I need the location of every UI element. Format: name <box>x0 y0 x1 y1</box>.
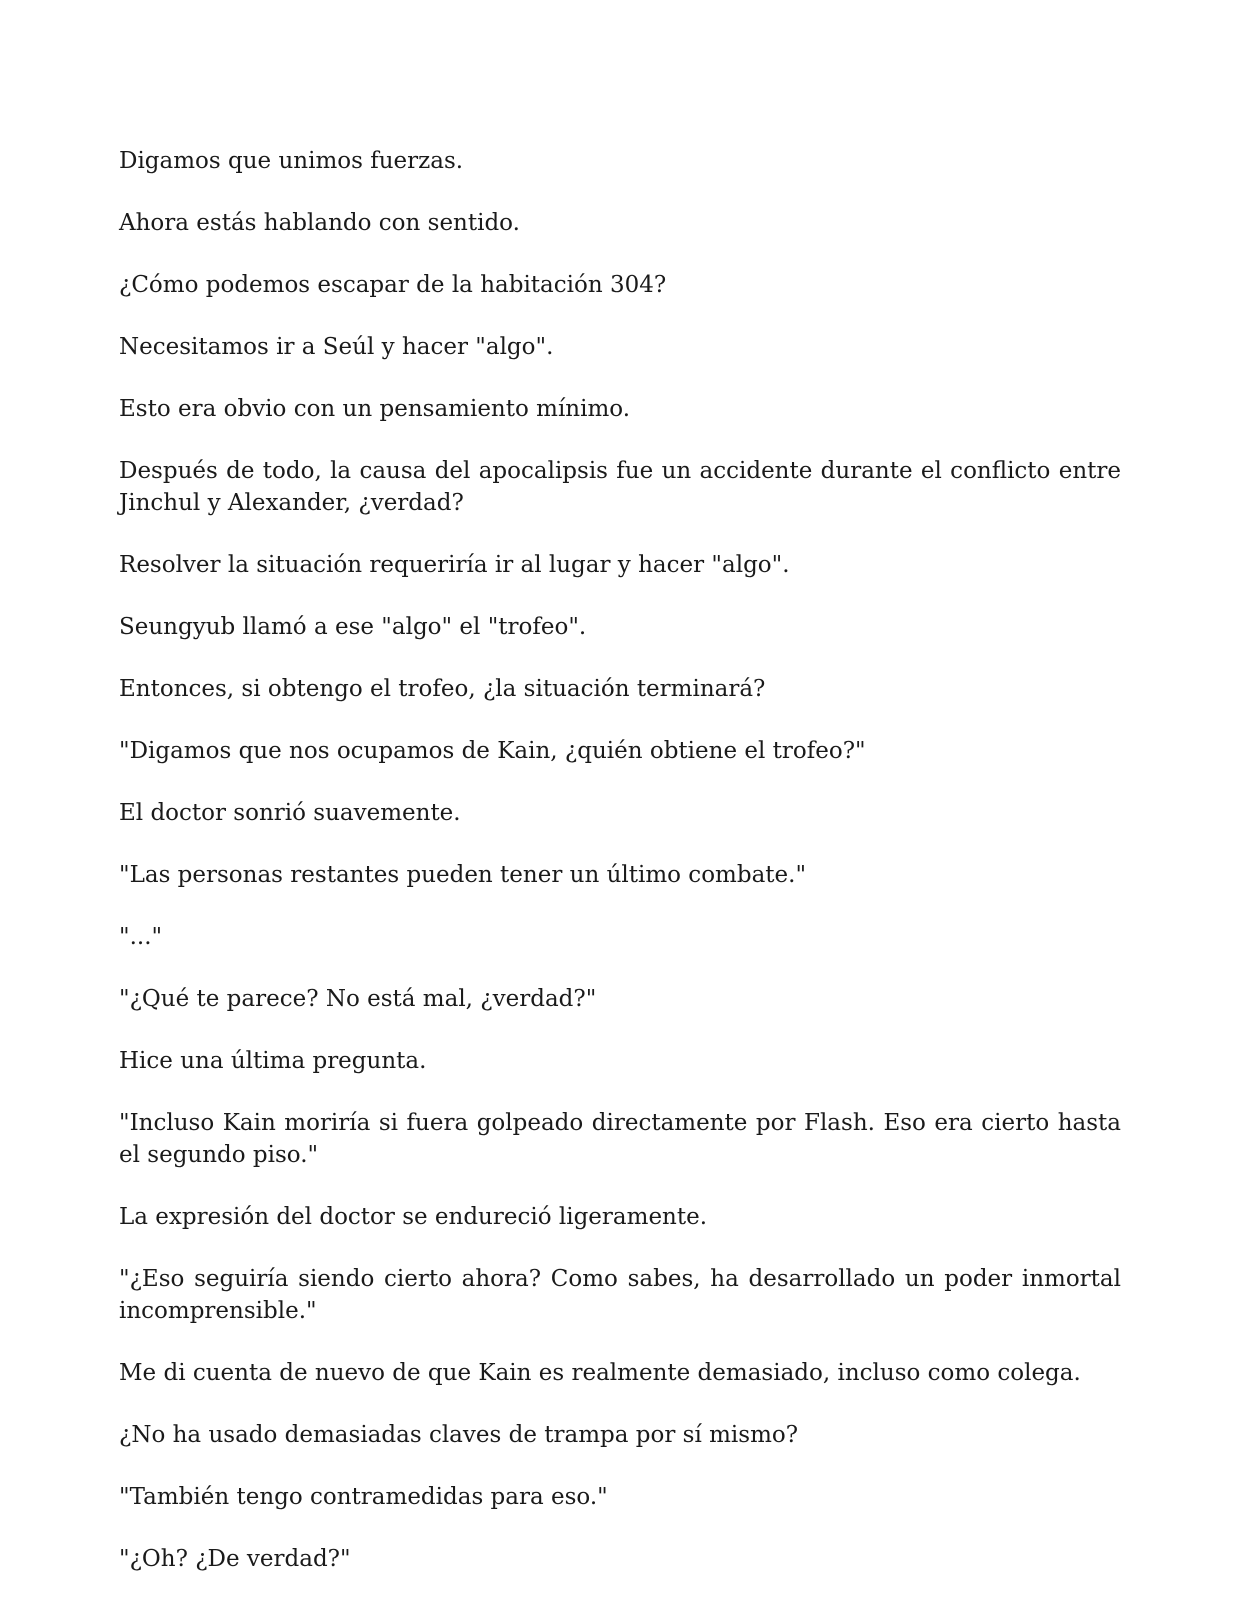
paragraph: Me di cuenta de nuevo de que Kain es realmente demasiado, incluso como colega. <box>119 1360 1081 1386</box>
paragraph: Seungyub llamó a ese "algo" el "trofeo". <box>119 614 587 640</box>
paragraph: Hice una última pregunta. <box>119 1048 427 1074</box>
paragraph: Entonces, si obtengo el trofeo, ¿la situación terminará? <box>119 676 766 702</box>
paragraph: Esto era obvio con un pensamiento mínimo. <box>119 396 631 422</box>
paragraph: "¿Eso seguiría siendo cierto ahora? Como sabes, ha desarrollado un poder inmortal incomprensible." <box>119 1266 1121 1324</box>
paragraph: "Las personas restantes pueden tener un último combate." <box>119 862 807 888</box>
paragraph: "Incluso Kain moriría si fuera golpeado directamente por Flash. Eso era cierto hasta el segundo piso." <box>119 1110 1121 1168</box>
paragraph: "También tengo contramedidas para eso." <box>119 1484 608 1510</box>
paragraph: Necesitamos ir a Seúl y hacer "algo". <box>119 334 554 360</box>
paragraph: Digamos que unimos fuerzas. <box>119 148 464 174</box>
document-page <box>119 145 1121 1605</box>
paragraph: "¿Qué te parece? No está mal, ¿verdad?" <box>119 986 597 1012</box>
paragraph: "..." <box>119 924 163 950</box>
paragraph: El doctor sonrió suavemente. <box>119 800 461 826</box>
paragraph: ¿No ha usado demasiadas claves de trampa por sí mismo? <box>119 1422 799 1448</box>
paragraph: "¿Oh? ¿De verdad?" <box>119 1546 351 1572</box>
paragraph: "Digamos que nos ocupamos de Kain, ¿quién obtiene el trofeo?" <box>119 738 866 764</box>
paragraph: La expresión del doctor se endureció ligeramente. <box>119 1204 708 1230</box>
paragraph: Después de todo, la causa del apocalipsis fue un accidente durante el conflicto entre Jinchul y Alexander, ¿verdad? <box>119 458 1121 516</box>
paragraph: Resolver la situación requeriría ir al lugar y hacer "algo". <box>119 552 790 578</box>
paragraph: ¿Cómo podemos escapar de la habitación 304? <box>119 272 667 298</box>
paragraph: Ahora estás hablando con sentido. <box>119 210 520 236</box>
